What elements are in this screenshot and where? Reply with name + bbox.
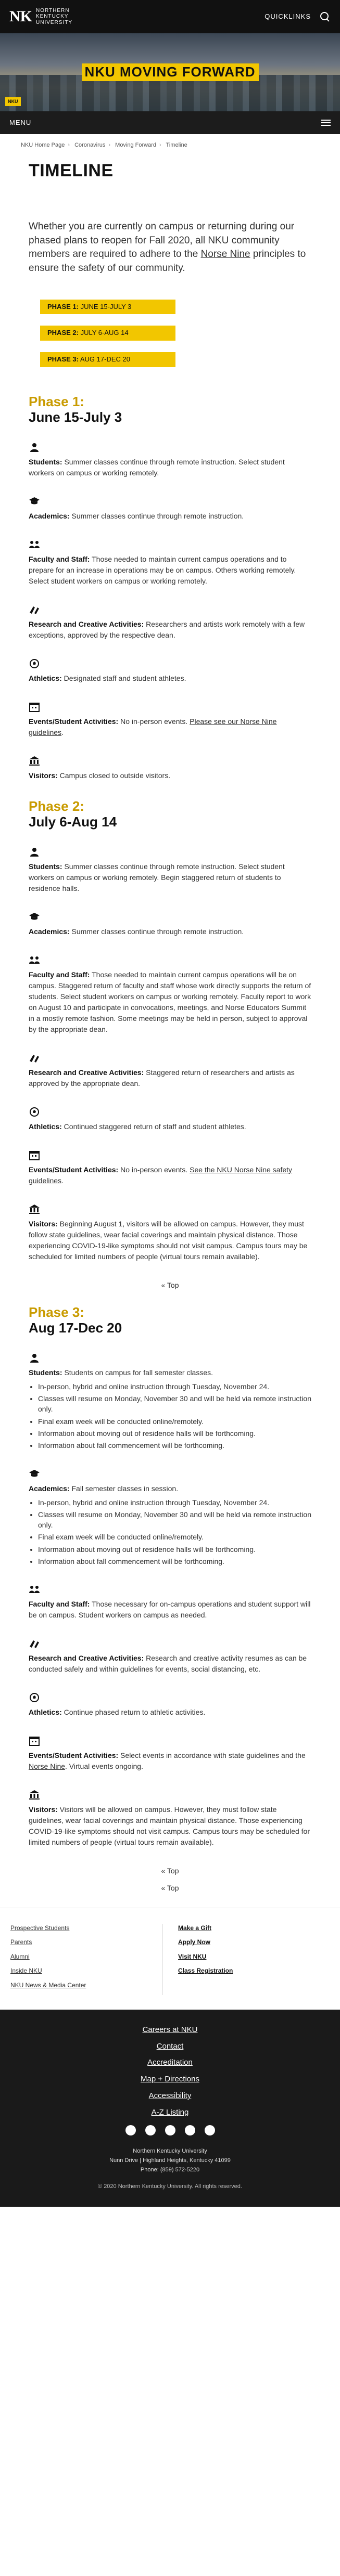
footer-link-alumni[interactable]: Alumni (10, 1952, 30, 1960)
palette-icon (29, 1638, 40, 1649)
visitors-label: Visitors: (29, 1219, 58, 1228)
students-text: Summer classes continue through remote instruction. Select student workers on campus or working remotely. (29, 457, 285, 477)
footer-action-links (178, 1924, 330, 1995)
back-to-top-link[interactable]: « Top (161, 1867, 179, 1875)
faculty-text: Those needed to maintain current campus operations and to prepare for an increase in operations may be on campus. Others working remotely. Select student workers on campus or working remotely. (29, 554, 296, 585)
menu-bar[interactable] (0, 111, 340, 134)
norse-nine-guidelines-link[interactable]: Please see our Norse Nine guidelines (29, 717, 277, 736)
phase-3-events (29, 1736, 311, 1772)
athletics-label: Athletics: (29, 674, 62, 682)
faculty-label: Faculty and Staff: (29, 1600, 90, 1609)
logo-line-1: NORTHERN (36, 7, 70, 14)
hamburger-icon[interactable] (321, 120, 331, 126)
phase-1-events-text (29, 716, 311, 738)
copyright: © 2020 Northern Kentucky University. All rights reserved. (98, 2183, 242, 2190)
footer-link-accessibility[interactable]: Accessibility (148, 2091, 192, 2100)
events-text-end: . (61, 1176, 64, 1185)
footer-link-visit-nku[interactable]: Visit NKU (178, 1952, 207, 1960)
quicklinks-area (265, 11, 331, 22)
phase-3-students-text (29, 1367, 311, 1378)
faculty-text: Those needed to maintain current campus operations will be on campus. Staggered return of faculty and staff whose work directly supports the return of students. Select student workers on campus or working remotely. Faculty report to work on August 10 and participate in convocations, meetings, and Norse Educators Summit in a mostly remote fashion. Some meetings may be held in person, subject to approval by the appropriate dean. (29, 970, 311, 1033)
students-text: Summer classes continue through remote instruction. Select student workers on campus or working remotely. Begin staggered return of students to residence halls. (29, 862, 285, 892)
research-text: Researchers and artists work remotely with a few exceptions, approved by the respective dean. (29, 619, 305, 639)
social-links (0, 2125, 340, 2135)
search-icon[interactable] (319, 11, 331, 22)
phase-3-academics-list (38, 1497, 311, 1567)
phase-1-tag-label: PHASE 1: (47, 302, 79, 310)
phase-2-students-text (29, 861, 311, 894)
norse-nine-safety-link[interactable]: See the NKU Norse Nine safety guidelines (29, 1165, 293, 1185)
phase-1-tag[interactable] (40, 300, 175, 315)
logo-mark: NK (9, 8, 32, 25)
phase-1-dates: June 15-July 3 (29, 409, 122, 425)
visitors-text: Beginning August 1, visitors will be allowed on campus. However, they must follow state guidelines, wear facial coverings and maintain physical distance. Those experiencing COVID-19-like symptoms should not visit campus. Campus tours may be scheduled for limited numbers of people (virtual tours remain available). (29, 1219, 308, 1261)
student-icon (29, 1353, 40, 1363)
calendar-icon (29, 1736, 40, 1746)
visitors-text: Visitors will be allowed on campus. However, they must follow state guidelines, wear facial coverings and maintain physical distance. Those experiencing COVID-19-like symptoms should not visit campus. Campus tours may be scheduled for limited numbers of people (virtual tours remain available). (29, 1805, 310, 1847)
footer-link-news-media[interactable]: NKU News & Media Center (10, 1981, 86, 1989)
back-to-top-link[interactable]: « Top (161, 1883, 179, 1892)
phase-3-visitors-text (29, 1804, 311, 1848)
breadcrumb-coronavirus[interactable]: Coronavirus (74, 142, 106, 148)
student-icon (29, 847, 40, 857)
athletics-label: Athletics: (29, 1122, 62, 1131)
phase-3-tag[interactable] (40, 352, 175, 367)
list-item: • Classes will resume on Monday, November 30 and will be held via remote instruction only. (38, 1509, 311, 1531)
top-bar (0, 0, 340, 33)
faculty-label: Faculty and Staff: (29, 970, 90, 979)
footer-link-accreditation[interactable]: Accreditation (147, 2058, 193, 2067)
phase-2-heading: Phase 2: (29, 798, 84, 814)
phase-3-tag-label: PHASE 3: (47, 355, 79, 364)
building-icon (29, 1204, 40, 1214)
address-line-1: Northern Kentucky University (133, 2148, 207, 2155)
phase-2-events (29, 1150, 311, 1186)
phase-1-faculty-text (29, 554, 311, 587)
phase-2-faculty (29, 955, 311, 1035)
phase-3-students (29, 1353, 311, 1451)
phase-2-tag-dates: JULY 6-AUG 14 (80, 329, 129, 337)
breadcrumb-home[interactable]: NKU Home Page (21, 142, 65, 148)
phase-3-heading: Phase 3: (29, 1304, 84, 1320)
soccer-ball-icon (29, 658, 40, 669)
phase-2-research-text (29, 1067, 311, 1089)
students-label: Students: (29, 1368, 62, 1377)
graduation-cap-icon (29, 496, 40, 507)
athletics-text: Continued staggered return of staff and student athletes. (61, 1122, 246, 1131)
phase-1-research (29, 604, 311, 641)
list-item: • Classes will resume on Monday, November 30 and will be held via remote instruction only. (38, 1393, 311, 1415)
phase-1-academics (29, 496, 311, 522)
phase-3-events-text (29, 1750, 311, 1772)
athletics-label: Athletics: (29, 1708, 62, 1717)
events-text-end: . Virtual events ongoing. (65, 1762, 143, 1771)
menu-label: MENU (9, 118, 32, 126)
phase-3-section (29, 1305, 311, 1848)
linkedin-icon[interactable] (205, 2125, 215, 2135)
calendar-icon (29, 1150, 40, 1160)
academics-text: Fall semester classes in session. (69, 1484, 179, 1493)
phase-3-faculty-text (29, 1599, 311, 1621)
students-text: Students on campus for fall semester classes. (62, 1368, 213, 1377)
hero-banner-text: NKU MOVING FORWARD (84, 64, 256, 80)
phase-3-students-list (38, 1381, 311, 1451)
hero-image (0, 33, 340, 111)
twitter-icon[interactable] (145, 2125, 156, 2135)
visitors-label: Visitors: (29, 771, 58, 780)
phase-3-research (29, 1638, 311, 1675)
research-label: Research and Creative Activities: (29, 619, 144, 628)
footer-link-prospective-students[interactable]: Prospective Students (10, 1924, 70, 1932)
footer-phone: Phone: (859) 572-5220 (140, 2166, 200, 2173)
academics-label: Academics: (29, 511, 70, 520)
footer-link-contact[interactable]: Contact (156, 2041, 184, 2051)
breadcrumb-moving-forward[interactable]: Moving Forward (115, 142, 157, 148)
phase-2-academics (29, 912, 311, 937)
palette-icon (29, 1053, 40, 1063)
academics-label: Academics: (29, 927, 70, 936)
events-text: Select events in accordance with state guidelines and the (118, 1751, 306, 1760)
phase-1-students-text (29, 457, 311, 478)
palette-icon (29, 604, 40, 615)
intro-paragraph (29, 220, 311, 275)
phase-2-tag[interactable] (40, 326, 175, 341)
faculty-label: Faculty and Staff: (29, 554, 90, 563)
list-item: • Final exam week will be conducted online/remotely. (38, 1532, 311, 1542)
list-item: • In-person, hybrid and online instruction through Tuesday, November 24. (38, 1381, 311, 1392)
back-to-top-link[interactable]: « Top (161, 1280, 179, 1289)
norse-nine-link[interactable]: Norse Nine (200, 249, 250, 260)
phase-3-visitors (29, 1790, 311, 1848)
footer-address (0, 2147, 340, 2174)
phase-1-visitors (29, 756, 311, 781)
phase-3-athletics-text (29, 1707, 311, 1718)
graduation-cap-icon (29, 912, 40, 922)
academics-text: Summer classes continue through remote instruction. (69, 927, 244, 936)
logo-line-3: UNIVERSITY (36, 19, 73, 25)
phase-1-heading: Phase 1: (29, 394, 84, 410)
norse-nine-link[interactable]: Norse Nine (29, 1762, 66, 1771)
events-text: No in-person events. (118, 717, 190, 726)
group-icon (29, 1584, 40, 1595)
list-item: • Final exam week will be conducted online/remotely. (38, 1416, 311, 1427)
building-icon (29, 1790, 40, 1800)
logo-wordmark (36, 8, 72, 26)
phase-2-visitors (29, 1204, 311, 1262)
intro-text-start: Whether you are currently on campus or returning during our phased plans to reopen for Fall 2020, all NKU community members are required to adhere to the (29, 221, 295, 260)
address-line-2: Nunn Drive | Highland Heights, Kentucky 41099 (109, 2157, 231, 2164)
phase-1-athletics-text (29, 673, 311, 684)
list-item: • Information about moving out of residence halls will be forthcoming. (38, 1428, 311, 1439)
phase-2-events-text (29, 1164, 311, 1186)
footer-link-map-directions[interactable]: Map + Directions (141, 2075, 199, 2084)
footer-link-inside-nku[interactable]: Inside NKU (10, 1967, 42, 1975)
academics-label: Academics: (29, 1484, 70, 1493)
footer-quick-links (0, 1908, 340, 2010)
phase-1-academics-text (29, 511, 311, 522)
phase-2-academics-text (29, 926, 311, 937)
breadcrumb-separator: › (68, 142, 70, 148)
phase-3-research-text (29, 1653, 311, 1675)
footer-link-class-registration[interactable]: Class Registration (178, 1967, 233, 1975)
phase-2-dates: July 6-Aug 14 (29, 813, 117, 830)
footer-link-az-listing[interactable]: A-Z Listing (151, 2107, 189, 2117)
academics-text: Summer classes continue through remote instruction. (69, 511, 244, 520)
phase-2-students (29, 847, 311, 894)
list-item: • Information about moving out of residence halls will be forthcoming. (38, 1544, 311, 1555)
phase-3-athletics (29, 1692, 311, 1718)
students-label: Students: (29, 457, 62, 466)
events-text-end: . (61, 728, 64, 736)
events-label: Events/Student Activities: (29, 1165, 119, 1174)
hero-badge: NKU (5, 97, 21, 106)
nku-logo[interactable] (9, 5, 72, 28)
list-item: • Information about fall commencement will be forthcoming. (38, 1556, 311, 1567)
research-text: Staggered return of researchers and artists as approved by the appropriate dean. (29, 1068, 295, 1088)
footer-link-parents[interactable]: Parents (10, 1938, 32, 1946)
phase-1-events (29, 702, 311, 738)
calendar-icon (29, 702, 40, 712)
visitors-text: Campus closed to outside visitors. (57, 771, 171, 780)
phase-3-faculty (29, 1584, 311, 1621)
quicklinks-button[interactable]: QUICKLINKS (265, 12, 311, 20)
phase-1-tag-dates: JUNE 15-JULY 3 (80, 302, 132, 310)
phase-1-visitors-text (29, 770, 311, 781)
events-text: No in-person events. (118, 1165, 190, 1174)
phase-3-tag-dates: AUG 17-DEC 20 (80, 355, 130, 364)
breadcrumb-current: Timeline (166, 142, 187, 148)
footer-link-apply-now[interactable]: Apply Now (178, 1938, 210, 1946)
phase-2-tag-label: PHASE 2: (47, 329, 79, 337)
group-icon (29, 955, 40, 965)
footer-link-careers[interactable]: Careers at NKU (142, 2025, 198, 2034)
building-icon (29, 756, 40, 766)
facebook-icon[interactable] (125, 2125, 136, 2135)
events-label: Events/Student Activities: (29, 1751, 119, 1760)
phase-2-athletics-text (29, 1121, 311, 1132)
students-label: Students: (29, 862, 62, 871)
breadcrumb-separator: › (108, 142, 111, 148)
site-footer (0, 2010, 340, 2207)
phase-3-dates: Aug 17-Dec 20 (29, 1319, 122, 1336)
events-label: Events/Student Activities: (29, 717, 119, 726)
phase-2-faculty-text (29, 969, 311, 1035)
phase-1-students (29, 442, 311, 478)
visitors-label: Visitors: (29, 1805, 58, 1814)
phase-2-visitors-text (29, 1219, 311, 1262)
logo-line-2: KENTUCKY (36, 14, 69, 20)
soccer-ball-icon (29, 1692, 40, 1703)
faculty-text: Those necessary for on-campus operations and student support will be on campus. Student workers on campus as needed. (29, 1600, 311, 1620)
list-item: • Information about fall commencement will be forthcoming. (38, 1440, 311, 1451)
breadcrumb-separator: › (159, 142, 161, 148)
group-icon (29, 539, 40, 550)
athletics-text: Continue phased return to athletic activities. (61, 1708, 206, 1717)
phase-3-academics (29, 1469, 311, 1567)
footer-audience-links (10, 1924, 162, 1995)
research-label: Research and Creative Activities: (29, 1654, 144, 1663)
youtube-icon[interactable] (185, 2125, 195, 2135)
instagram-icon[interactable] (165, 2125, 175, 2135)
list-item: • In-person, hybrid and online instruction through Tuesday, November 24. (38, 1497, 311, 1508)
main-content (0, 158, 340, 1893)
phase-1-section (29, 394, 311, 781)
phase-1-faculty (29, 539, 311, 587)
soccer-ball-icon (29, 1107, 40, 1117)
research-text: Research and creative activity resumes as can be conducted safely and within guidelines for events, social distancing, etc. (29, 1654, 307, 1674)
student-icon (29, 442, 40, 452)
graduation-cap-icon (29, 1469, 40, 1479)
hero-banner (82, 63, 259, 81)
phase-1-athletics (29, 658, 311, 684)
phase-2-section (29, 799, 311, 1262)
page-title: TIMELINE (29, 160, 114, 180)
footer-link-make-a-gift[interactable]: Make a Gift (178, 1924, 212, 1932)
phase-2-research (29, 1053, 311, 1089)
intro-text-end: principles to ensure the safety of our community. (29, 249, 306, 274)
phase-tags (29, 300, 311, 379)
breadcrumb (0, 134, 340, 150)
research-label: Research and Creative Activities: (29, 1068, 144, 1077)
phase-3-academics-text (29, 1483, 311, 1494)
phase-1-research-text (29, 619, 311, 641)
phase-2-athletics (29, 1107, 311, 1132)
athletics-text: Designated staff and student athletes. (61, 674, 186, 682)
